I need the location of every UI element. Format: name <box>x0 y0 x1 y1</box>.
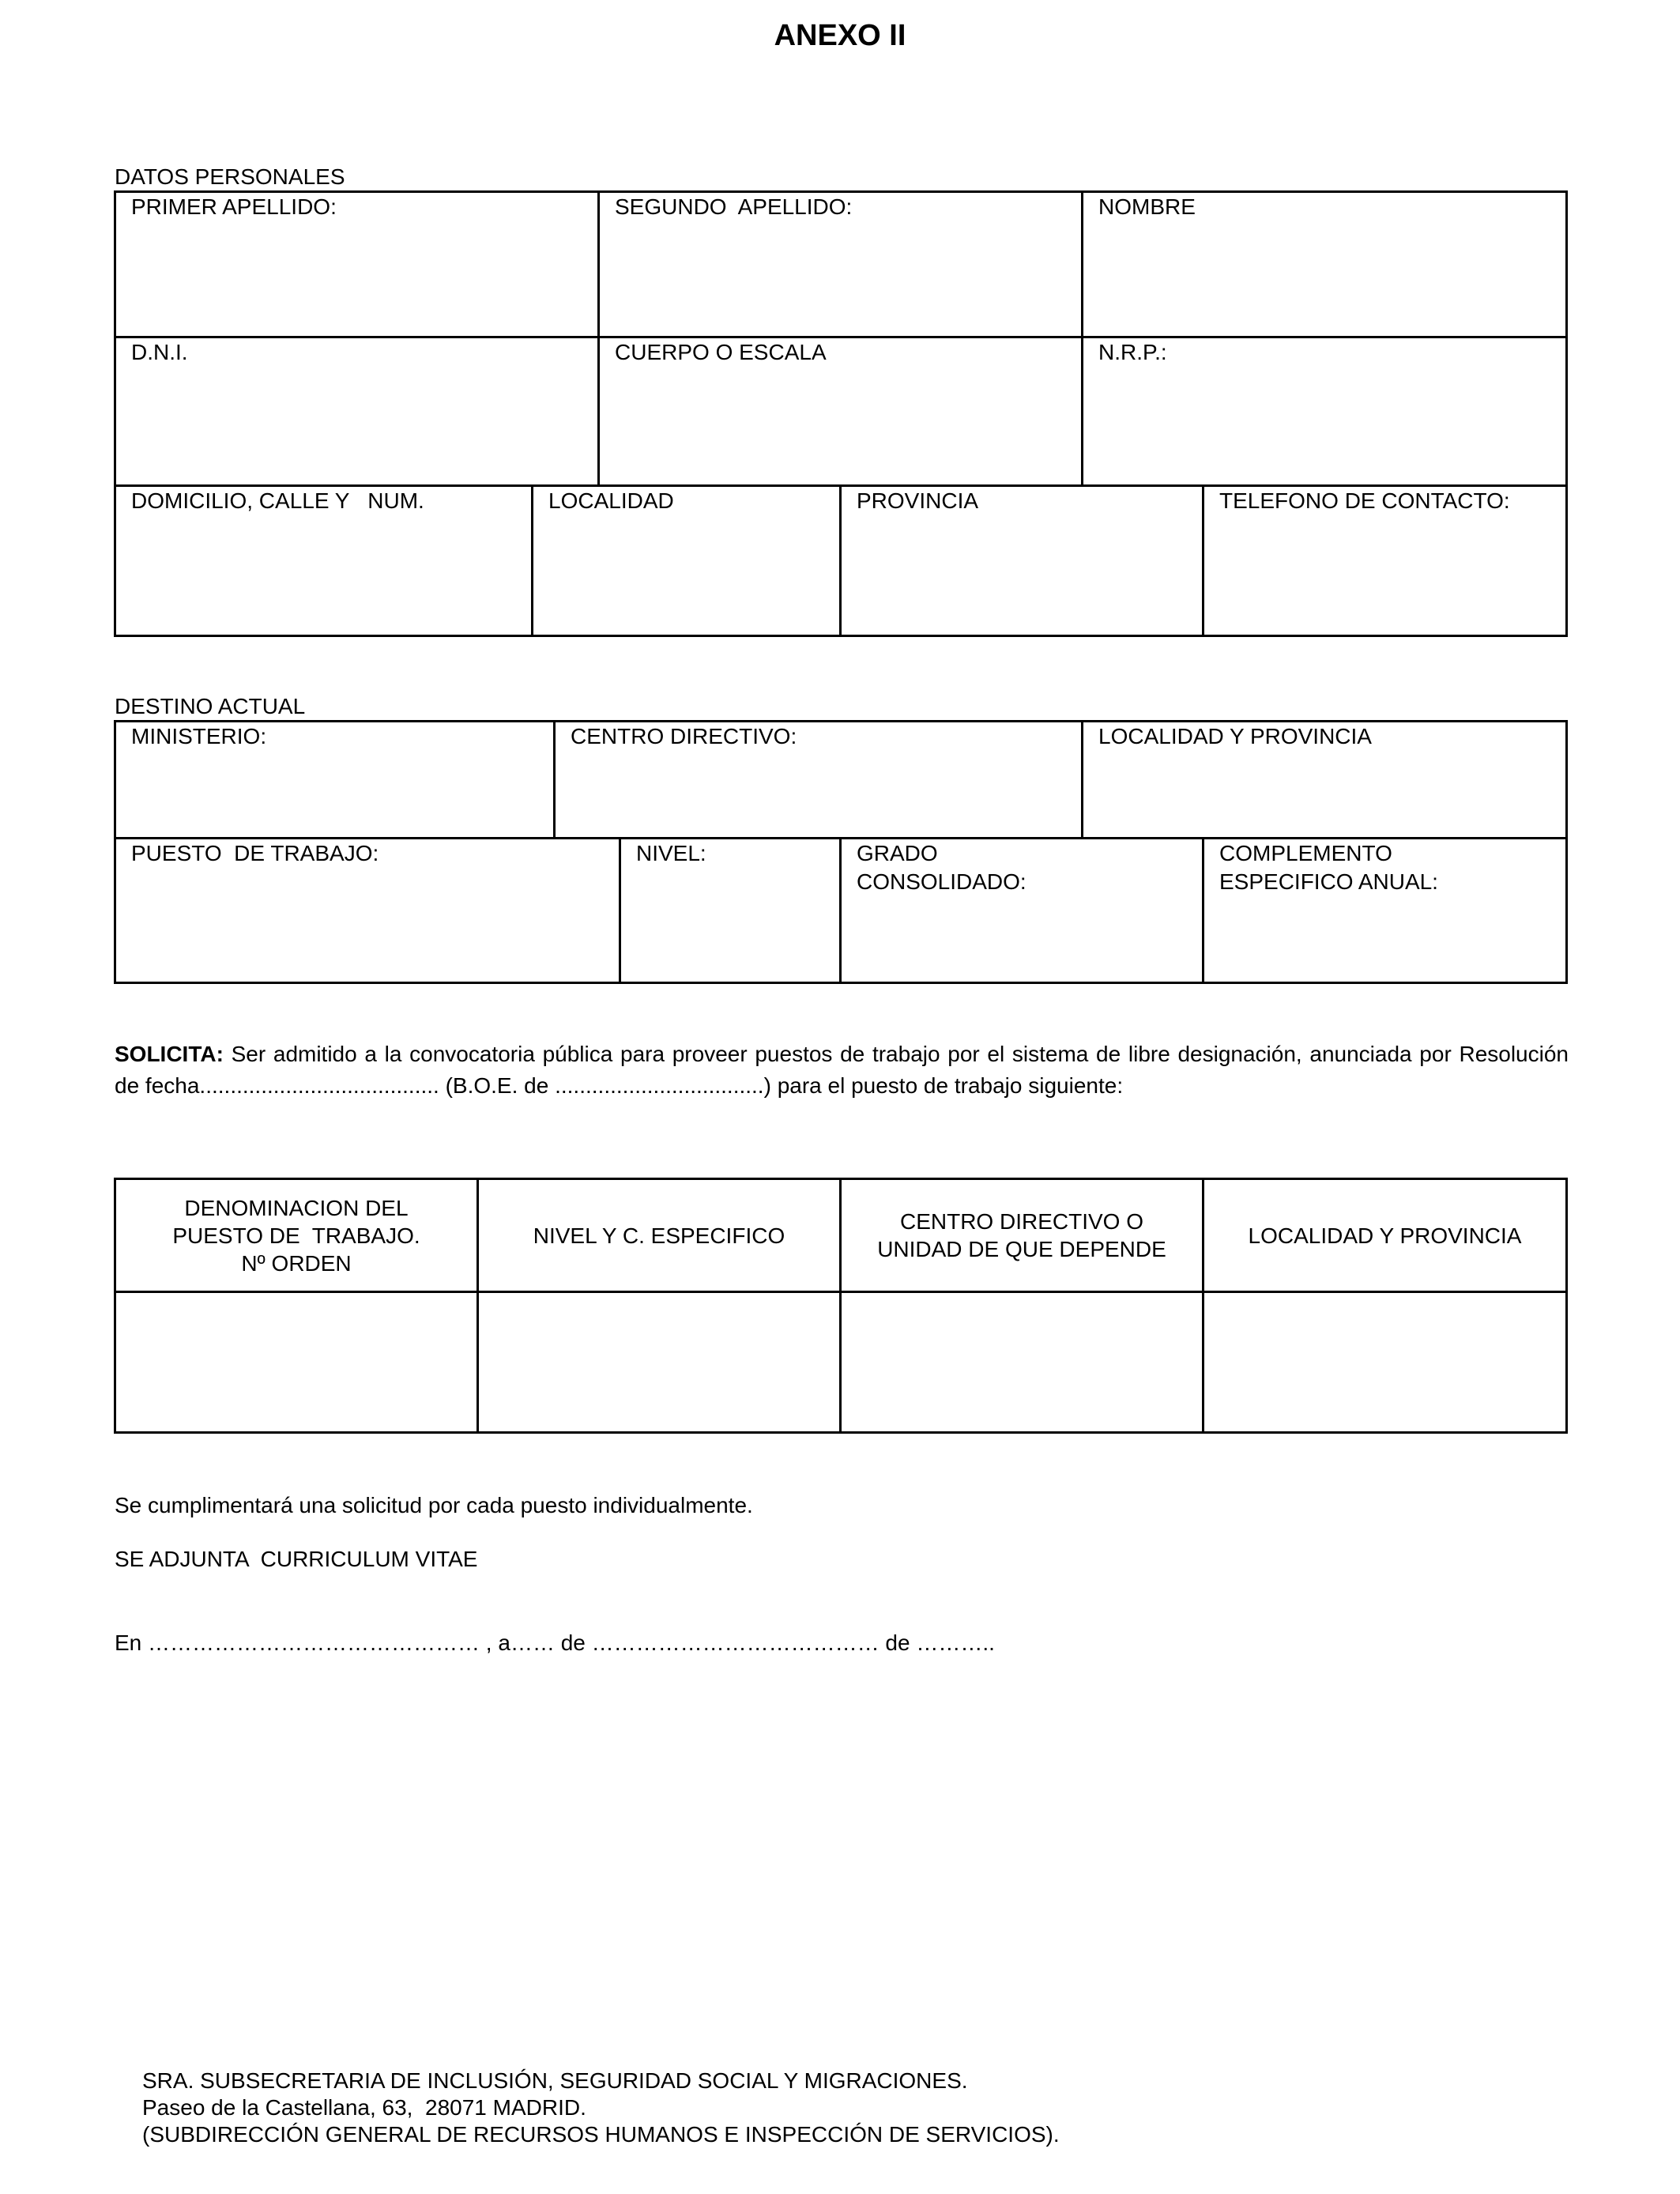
field-ministerio[interactable]: MINISTERIO: <box>131 724 267 748</box>
section-label-destino-actual: DESTINO ACTUAL <box>115 694 306 718</box>
field-cuerpo-escala[interactable]: CUERPO O ESCALA <box>615 340 827 364</box>
field-centro-directivo[interactable]: CENTRO DIRECTIVO: <box>571 724 797 748</box>
field-localidad[interactable]: LOCALIDAD <box>548 488 674 513</box>
solicita-text: Ser admitido a la convocatoria pública para proveer puestos de trabajo por el sistema de libre designación, anunciada por Resolución de fecha....................................... (B.O.E. de ..................................) para el puesto de trabajo siguiente: <box>115 1042 1569 1098</box>
field-grado-consolidado[interactable]: GRADO CONSOLIDADO: <box>857 841 1026 894</box>
header-denominacion: DENOMINACION DEL PUESTO DE TRABAJO. Nº ORDEN <box>172 1195 420 1276</box>
field-primer-apellido[interactable]: PRIMER APELLIDO: <box>131 194 337 219</box>
field-nrp[interactable]: N.R.P.: <box>1098 340 1167 364</box>
col-divider <box>839 837 842 984</box>
input-localidad-provincia[interactable] <box>1204 1293 1565 1431</box>
col-divider <box>1081 190 1083 486</box>
col-divider <box>597 190 600 486</box>
header-centro-directivo: CENTRO DIRECTIVO O UNIDAD DE QUE DEPENDE <box>877 1209 1166 1261</box>
col-divider <box>1202 837 1204 984</box>
input-nivel-especifico[interactable] <box>479 1293 839 1431</box>
col-divider <box>839 484 842 637</box>
field-provincia[interactable]: PROVINCIA <box>857 488 979 513</box>
section-label-datos-personales: DATOS PERSONALES <box>115 164 345 189</box>
footer-line-1: SRA. SUBSECRETARIA DE INCLUSIÓN, SEGURIDAD SOCIAL Y MIGRACIONES. <box>142 2068 968 2093</box>
footer-line-2: Paseo de la Castellana, 63, 28071 MADRID. <box>142 2095 586 2120</box>
field-telefono[interactable]: TELEFONO DE CONTACTO: <box>1219 488 1510 513</box>
input-denominacion[interactable] <box>116 1293 477 1431</box>
signature-line[interactable]: En ……………………………………… , a…… de ………………………………… de ……….. <box>115 1630 995 1655</box>
field-complemento-especifico[interactable]: COMPLEMENTO ESPECIFICO ANUAL: <box>1219 841 1438 894</box>
col-divider <box>1202 484 1204 637</box>
col-divider <box>553 720 556 839</box>
page-title: ANEXO II <box>774 19 906 52</box>
col-divider <box>531 484 533 637</box>
row-divider <box>114 336 1568 338</box>
field-nivel[interactable]: NIVEL: <box>636 841 706 865</box>
footer-line-3: (SUBDIRECCIÓN GENERAL DE RECURSOS HUMANOS E INSPECCIÓN DE SERVICIOS). <box>142 2122 1060 2147</box>
field-segundo-apellido[interactable]: SEGUNDO APELLIDO: <box>615 194 853 219</box>
field-localidad-provincia[interactable]: LOCALIDAD Y PROVINCIA <box>1098 724 1372 748</box>
adjunta-text: SE ADJUNTA CURRICULUM VITAE <box>115 1547 478 1571</box>
note-text: Se cumplimentará una solicitud por cada puesto individualmente. <box>115 1493 753 1517</box>
input-centro-directivo[interactable] <box>842 1293 1202 1431</box>
field-domicilio[interactable]: DOMICILIO, CALLE Y NUM. <box>131 488 424 513</box>
solicita-paragraph <box>115 1039 1569 1102</box>
field-nombre[interactable]: NOMBRE <box>1098 194 1196 219</box>
col-divider <box>1081 720 1083 839</box>
header-localidad-provincia: LOCALIDAD Y PROVINCIA <box>1248 1223 1522 1248</box>
col-divider <box>619 837 621 984</box>
field-dni[interactable]: D.N.I. <box>131 340 188 364</box>
field-puesto-trabajo[interactable]: PUESTO DE TRABAJO: <box>131 841 379 865</box>
solicita-label: SOLICITA: <box>115 1042 224 1066</box>
header-nivel-especifico: NIVEL Y C. ESPECIFICO <box>533 1223 785 1248</box>
